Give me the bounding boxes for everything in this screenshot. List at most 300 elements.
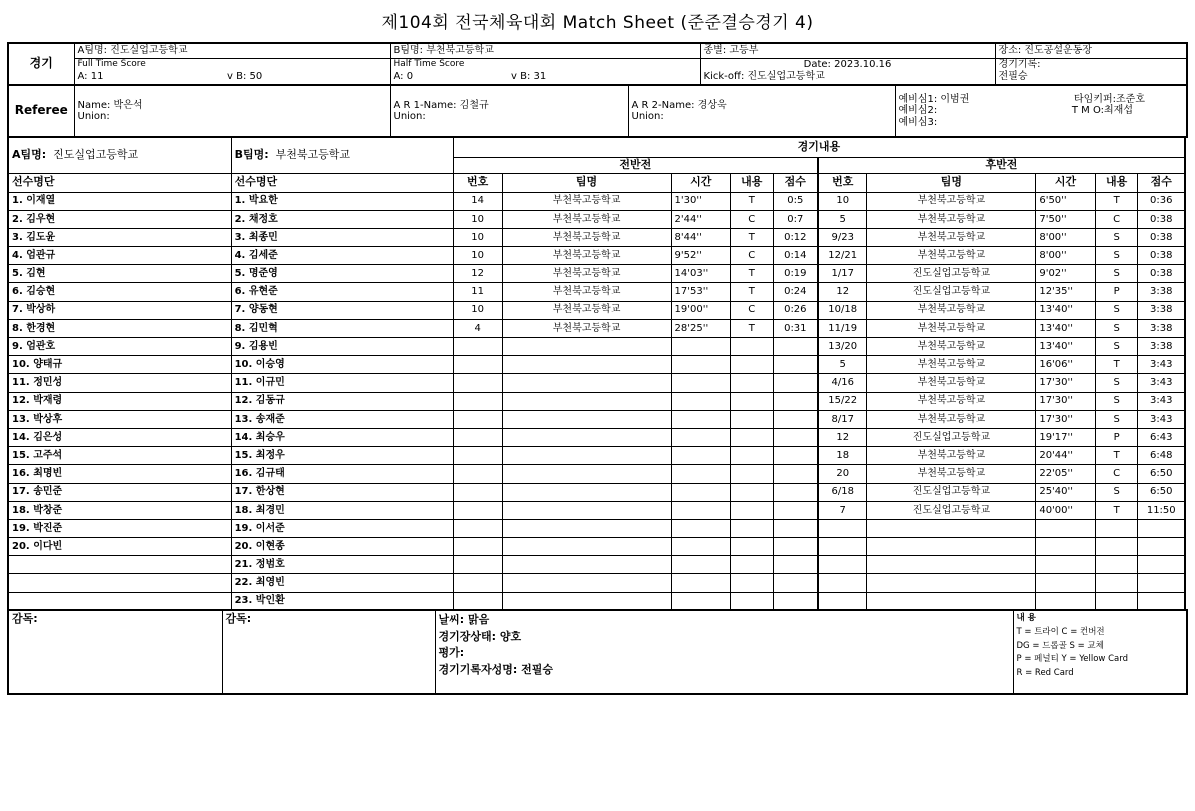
team-b-player: 10. 이승영 <box>231 356 453 374</box>
team-b-player: 6. 유현준 <box>231 283 453 301</box>
second-half-number: 5 <box>818 356 867 374</box>
second-half-number <box>818 556 867 574</box>
second-half-number <box>818 592 867 610</box>
team-b-player: 14. 최승우 <box>231 428 453 446</box>
second-half-team <box>867 574 1036 592</box>
second-half-action: S <box>1095 338 1138 356</box>
roster-row <box>8 356 1185 374</box>
match-label: 경기 <box>8 43 74 85</box>
first-half-team: 부천북고등학교 <box>502 319 671 337</box>
roster-row <box>8 501 1185 519</box>
roster-row <box>8 319 1185 337</box>
team-a-player: 5. 김현 <box>8 265 231 283</box>
first-half-score <box>773 538 818 556</box>
roster-row <box>8 465 1185 483</box>
team-a-player: 7. 박상하 <box>8 301 231 319</box>
second-half-time: 19'17'' <box>1036 428 1095 446</box>
second-half-action: T <box>1095 501 1138 519</box>
second-half-team: 부천북고등학교 <box>867 338 1036 356</box>
team-b-player: 11. 이규민 <box>231 374 453 392</box>
match-category: 종별: 고등부 <box>700 43 995 58</box>
second-half-action <box>1095 574 1138 592</box>
first-half-time <box>671 428 730 446</box>
ar1-union: Union: <box>393 111 426 122</box>
first-half-action <box>730 556 773 574</box>
first-half-time <box>671 592 730 610</box>
first-half-score: 0:12 <box>773 228 818 246</box>
first-half-time <box>671 483 730 501</box>
second-half-time: 16'06'' <box>1036 356 1095 374</box>
first-half-score <box>773 410 818 428</box>
team-b-player: 5. 명준영 <box>231 265 453 283</box>
second-half-action: S <box>1095 374 1138 392</box>
weather: 날씨: 맑음 <box>438 613 490 627</box>
team-a-player: 14. 김은성 <box>8 428 231 446</box>
first-half-time <box>671 556 730 574</box>
second-half-score: 3:38 <box>1138 301 1185 319</box>
half-time-label: Half Time Score <box>390 58 700 70</box>
first-half-action <box>730 465 773 483</box>
first-half-score <box>773 574 818 592</box>
first-half-score-header: 점수 <box>773 173 818 192</box>
roster-row <box>8 247 1185 265</box>
first-half-number: 10 <box>453 210 502 228</box>
second-half-number: 9/23 <box>818 228 867 246</box>
first-half-number-header: 번호 <box>453 173 502 192</box>
first-half-action <box>730 428 773 446</box>
roster-row <box>8 265 1185 283</box>
second-half-team: 부천북고등학교 <box>867 465 1036 483</box>
first-half-team: 부천북고등학교 <box>502 301 671 319</box>
second-half-team: 부천북고등학교 <box>867 410 1036 428</box>
legend-title: 내 용 <box>1016 613 1036 624</box>
first-half-label: 전반전 <box>453 157 818 173</box>
team-a-player: 3. 김도윤 <box>8 228 231 246</box>
first-half-team <box>502 374 671 392</box>
second-half-time: 40'00'' <box>1036 501 1095 519</box>
second-half-score: 3:43 <box>1138 374 1185 392</box>
first-half-number <box>453 374 502 392</box>
first-half-time: 17'53'' <box>671 283 730 301</box>
first-half-team: 부천북고등학교 <box>502 265 671 283</box>
first-half-team <box>502 447 671 465</box>
referee-name: Name: 박은석 <box>77 99 143 111</box>
team-b-player: 17. 한상현 <box>231 483 453 501</box>
tmo: T M O:최재섭 <box>1071 105 1133 117</box>
team-b-player: 22. 최영빈 <box>231 574 453 592</box>
first-half-team <box>502 519 671 537</box>
first-half-number: 10 <box>453 228 502 246</box>
first-half-action <box>730 447 773 465</box>
first-half-number <box>453 356 502 374</box>
timekeeper: 타임키퍼:조준호 <box>1074 93 1145 105</box>
second-half-action: T <box>1095 192 1138 210</box>
second-half-team: 진도실업고등학교 <box>867 483 1036 501</box>
recorder-name: 경기기록자성명: 전필승 <box>438 662 553 676</box>
second-half-number: 8/17 <box>818 410 867 428</box>
first-half-score <box>773 338 818 356</box>
second-half-team: 진도실업고등학교 <box>867 501 1036 519</box>
second-half-score: 0:38 <box>1138 247 1185 265</box>
match-content-label: 경기내용 <box>453 137 1185 157</box>
roster-row <box>8 538 1185 556</box>
first-half-number: 14 <box>453 192 502 210</box>
team-b-player: 4. 김세준 <box>231 247 453 265</box>
roster-row <box>8 338 1185 356</box>
team-a-player <box>8 574 231 592</box>
team-a-player: 18. 박창준 <box>8 501 231 519</box>
first-half-score <box>773 483 818 501</box>
team-a-player: 12. 박재령 <box>8 392 231 410</box>
second-half-time-header: 시간 <box>1036 173 1095 192</box>
coach-b: 감독: <box>222 610 435 694</box>
first-half-time <box>671 519 730 537</box>
second-half-number: 11/19 <box>818 319 867 337</box>
second-half-action: S <box>1095 228 1138 246</box>
second-half-score-header: 점수 <box>1138 173 1185 192</box>
roster-row <box>8 374 1185 392</box>
team-a-player: 1. 이재열 <box>8 192 231 210</box>
team-a-roster-header: 선수명단 <box>8 173 231 192</box>
second-half-score: 0:38 <box>1138 228 1185 246</box>
first-half-team <box>502 592 671 610</box>
legend-line-2: DG = 드롭골 S = 교체 <box>1016 640 1104 651</box>
first-half-score <box>773 592 818 610</box>
team-b-player: 23. 박인환 <box>231 592 453 610</box>
first-half-team <box>502 465 671 483</box>
first-half-team <box>502 392 671 410</box>
first-half-action <box>730 501 773 519</box>
first-half-number <box>453 465 502 483</box>
team-b-roster-header: 선수명단 <box>231 173 453 192</box>
roster-row <box>8 556 1185 574</box>
team-a-player: 11. 정민성 <box>8 374 231 392</box>
second-half-team: 진도실업고등학교 <box>867 283 1036 301</box>
team-a-name: 진도실업고등학교 <box>53 147 139 161</box>
second-half-number: 7 <box>818 501 867 519</box>
second-half-score: 6:50 <box>1138 483 1185 501</box>
roster-row <box>8 283 1185 301</box>
roster-row <box>8 410 1185 428</box>
first-half-time <box>671 410 730 428</box>
first-half-action <box>730 392 773 410</box>
first-half-time: 8'44'' <box>671 228 730 246</box>
first-half-number <box>453 392 502 410</box>
team-a-player: 9. 엄관호 <box>8 338 231 356</box>
first-half-time <box>671 501 730 519</box>
first-half-time <box>671 356 730 374</box>
second-half-time: 12'35'' <box>1036 283 1095 301</box>
second-half-team: 부천북고등학교 <box>867 192 1036 210</box>
first-half-score: 0:31 <box>773 319 818 337</box>
first-half-action: T <box>730 283 773 301</box>
second-half-time <box>1036 574 1095 592</box>
first-half-time <box>671 574 730 592</box>
second-half-team: 부천북고등학교 <box>867 356 1036 374</box>
first-half-score <box>773 392 818 410</box>
second-half-score: 6:50 <box>1138 465 1185 483</box>
second-half-score <box>1138 556 1185 574</box>
record-label: 경기기록: <box>995 58 1187 70</box>
second-half-score: 3:38 <box>1138 338 1185 356</box>
second-half-time: 13'40'' <box>1036 319 1095 337</box>
first-half-number: 11 <box>453 283 502 301</box>
first-half-score: 0:19 <box>773 265 818 283</box>
first-half-action <box>730 483 773 501</box>
full-score-b: v B: 50 <box>224 70 390 85</box>
second-half-time <box>1036 556 1095 574</box>
second-half-number: 5 <box>818 210 867 228</box>
first-half-action: T <box>730 228 773 246</box>
first-half-action <box>730 538 773 556</box>
first-half-time: 28'25'' <box>671 319 730 337</box>
referee-union: Union: <box>77 111 110 122</box>
second-half-action: S <box>1095 319 1138 337</box>
roster-header-row <box>8 173 1185 192</box>
first-half-score: 0:7 <box>773 210 818 228</box>
second-half-action: C <box>1095 210 1138 228</box>
team-a-player: 17. 송민준 <box>8 483 231 501</box>
first-half-time <box>671 338 730 356</box>
roster-row <box>8 592 1185 610</box>
second-half-number: 12/21 <box>818 247 867 265</box>
team-a-player: 20. 이다빈 <box>8 538 231 556</box>
second-half-team: 부천북고등학교 <box>867 210 1036 228</box>
second-half-team: 진도실업고등학교 <box>867 428 1036 446</box>
second-half-time <box>1036 592 1095 610</box>
roster-row <box>8 210 1185 228</box>
first-half-time <box>671 538 730 556</box>
second-half-action: T <box>1095 447 1138 465</box>
first-half-time <box>671 465 730 483</box>
match-a-team: A팀명: 진도실업고등학교 <box>74 43 390 58</box>
full-score-a: A: 11 <box>74 70 224 85</box>
second-half-team: 부천북고등학교 <box>867 301 1036 319</box>
second-half-action: C <box>1095 465 1138 483</box>
first-half-score <box>773 447 818 465</box>
first-half-number <box>453 447 502 465</box>
team-a-player: 6. 김승현 <box>8 283 231 301</box>
second-half-score <box>1138 592 1185 610</box>
team-b-player: 3. 최종민 <box>231 228 453 246</box>
match-date: Date: 2023.10.16 <box>700 58 995 70</box>
second-half-team <box>867 519 1036 537</box>
first-half-number <box>453 501 502 519</box>
first-half-action: T <box>730 319 773 337</box>
first-half-team <box>502 410 671 428</box>
first-half-team <box>502 574 671 592</box>
roster-row <box>8 574 1185 592</box>
first-half-team: 부천북고등학교 <box>502 210 671 228</box>
team-b-name: 부천북고등학교 <box>275 147 351 161</box>
ar2-union: Union: <box>631 111 664 122</box>
team-a-player: 19. 박진준 <box>8 519 231 537</box>
first-half-score <box>773 428 818 446</box>
second-half-number <box>818 538 867 556</box>
roster-row <box>8 483 1185 501</box>
first-half-team: 부천북고등학교 <box>502 228 671 246</box>
second-half-team-header: 팀명 <box>867 173 1036 192</box>
first-half-team <box>502 428 671 446</box>
second-half-action: S <box>1095 410 1138 428</box>
second-half-action: P <box>1095 283 1138 301</box>
page-title: 제104회 전국체육대회 Match Sheet (준준결승경기 4) <box>381 13 814 33</box>
coach-a: 감독: <box>8 610 222 694</box>
second-half-number-header: 번호 <box>818 173 867 192</box>
team-b-player: 12. 김동규 <box>231 392 453 410</box>
team-a-player: 4. 엄관규 <box>8 247 231 265</box>
roster-row <box>8 392 1185 410</box>
match-venue: 장소: 진도공설운동장 <box>995 43 1187 58</box>
second-half-time: 17'30'' <box>1036 410 1095 428</box>
second-half-team <box>867 556 1036 574</box>
team-b-player: 20. 이현종 <box>231 538 453 556</box>
second-half-action: S <box>1095 392 1138 410</box>
second-half-score: 0:38 <box>1138 265 1185 283</box>
second-half-score: 0:36 <box>1138 192 1185 210</box>
roster-row <box>8 519 1185 537</box>
second-half-number: 12 <box>818 428 867 446</box>
team-a-player <box>8 556 231 574</box>
second-half-team: 진도실업고등학교 <box>867 265 1036 283</box>
second-half-action <box>1095 538 1138 556</box>
second-half-number: 10/18 <box>818 301 867 319</box>
second-half-action <box>1095 556 1138 574</box>
first-half-number: 4 <box>453 319 502 337</box>
second-half-team: 부천북고등학교 <box>867 319 1036 337</box>
first-half-time-header: 시간 <box>671 173 730 192</box>
second-half-number: 4/16 <box>818 374 867 392</box>
team-a-player: 13. 박상후 <box>8 410 231 428</box>
first-half-score: 0:24 <box>773 283 818 301</box>
first-half-score <box>773 356 818 374</box>
first-half-time: 2'44'' <box>671 210 730 228</box>
second-half-time: 20'44'' <box>1036 447 1095 465</box>
second-half-score: 3:43 <box>1138 410 1185 428</box>
first-half-action <box>730 374 773 392</box>
first-half-score <box>773 501 818 519</box>
second-half-action: S <box>1095 301 1138 319</box>
reserve-referee-2: 예비심2: <box>898 105 938 117</box>
second-half-team: 부천북고등학교 <box>867 228 1036 246</box>
second-half-action: S <box>1095 247 1138 265</box>
first-half-score <box>773 519 818 537</box>
first-half-number <box>453 410 502 428</box>
first-half-number <box>453 592 502 610</box>
second-half-score: 6:48 <box>1138 447 1185 465</box>
team-b-player: 7. 양동현 <box>231 301 453 319</box>
first-half-team <box>502 483 671 501</box>
second-half-number: 20 <box>818 465 867 483</box>
kickoff: Kick-off: 진도실업고등학교 <box>700 70 995 85</box>
legend-line-4: R = Red Card <box>1016 667 1074 678</box>
roster-row <box>8 428 1185 446</box>
second-half-score: 3:38 <box>1138 319 1185 337</box>
second-half-team: 부천북고등학교 <box>867 374 1036 392</box>
first-half-score: 0:5 <box>773 192 818 210</box>
second-half-team: 부천북고등학교 <box>867 392 1036 410</box>
roster-row <box>8 192 1185 210</box>
first-half-time <box>671 374 730 392</box>
second-half-action: P <box>1095 428 1138 446</box>
match-sheet <box>7 42 1186 797</box>
ar2-name: A R 2-Name: 경상욱 <box>631 99 727 111</box>
first-half-number: 12 <box>453 265 502 283</box>
first-half-score: 0:26 <box>773 301 818 319</box>
second-half-score <box>1138 519 1185 537</box>
team-b-player: 19. 이서준 <box>231 519 453 537</box>
first-half-time: 9'52'' <box>671 247 730 265</box>
first-half-number: 10 <box>453 301 502 319</box>
second-half-action <box>1095 592 1138 610</box>
first-half-action <box>730 574 773 592</box>
second-half-number: 18 <box>818 447 867 465</box>
first-half-action <box>730 338 773 356</box>
field-condition: 경기장상태: 양호 <box>438 629 522 643</box>
first-half-number <box>453 338 502 356</box>
first-half-team <box>502 556 671 574</box>
team-a-label: A팀명: <box>12 147 47 161</box>
second-half-action <box>1095 519 1138 537</box>
second-half-action: S <box>1095 265 1138 283</box>
second-half-time: 13'40'' <box>1036 301 1095 319</box>
evaluation: 평가: <box>438 646 465 660</box>
second-half-team <box>867 538 1036 556</box>
first-half-action <box>730 356 773 374</box>
second-half-score: 3:38 <box>1138 283 1185 301</box>
first-half-time: 1'30'' <box>671 192 730 210</box>
team-a-player: 8. 한경현 <box>8 319 231 337</box>
second-half-number: 13/20 <box>818 338 867 356</box>
second-half-score: 3:43 <box>1138 356 1185 374</box>
second-half-score: 3:43 <box>1138 392 1185 410</box>
roster-row <box>8 228 1185 246</box>
team-b-player: 9. 김용빈 <box>231 338 453 356</box>
first-half-team <box>502 501 671 519</box>
first-half-action: T <box>730 265 773 283</box>
first-half-number <box>453 519 502 537</box>
half-score-a: A: 0 <box>390 70 508 85</box>
team-b-player: 21. 정범호 <box>231 556 453 574</box>
second-half-number: 15/22 <box>818 392 867 410</box>
second-half-time: 8'00'' <box>1036 228 1095 246</box>
second-half-time <box>1036 538 1095 556</box>
first-half-score <box>773 374 818 392</box>
team-b-label: B팀명: <box>234 147 269 161</box>
second-half-time: 22'05'' <box>1036 465 1095 483</box>
team-b-player: 16. 김규태 <box>231 465 453 483</box>
second-half-time: 8'00'' <box>1036 247 1095 265</box>
footer-table <box>7 609 1188 695</box>
first-half-number <box>453 556 502 574</box>
first-half-time <box>671 447 730 465</box>
first-half-team <box>502 338 671 356</box>
roster-row <box>8 301 1185 319</box>
second-half-number: 10 <box>818 192 867 210</box>
second-half-time: 6'50'' <box>1036 192 1095 210</box>
roster-score-table <box>7 136 1186 611</box>
second-half-team: 부천북고등학교 <box>867 447 1036 465</box>
first-half-action: C <box>730 210 773 228</box>
second-half-number <box>818 574 867 592</box>
first-half-team: 부천북고등학교 <box>502 283 671 301</box>
second-half-action-header: 내용 <box>1095 173 1138 192</box>
team-a-player: 10. 양태규 <box>8 356 231 374</box>
first-half-action <box>730 519 773 537</box>
second-half-score: 11:50 <box>1138 501 1185 519</box>
referee-table <box>7 84 1188 138</box>
team-b-player: 15. 최정우 <box>231 447 453 465</box>
